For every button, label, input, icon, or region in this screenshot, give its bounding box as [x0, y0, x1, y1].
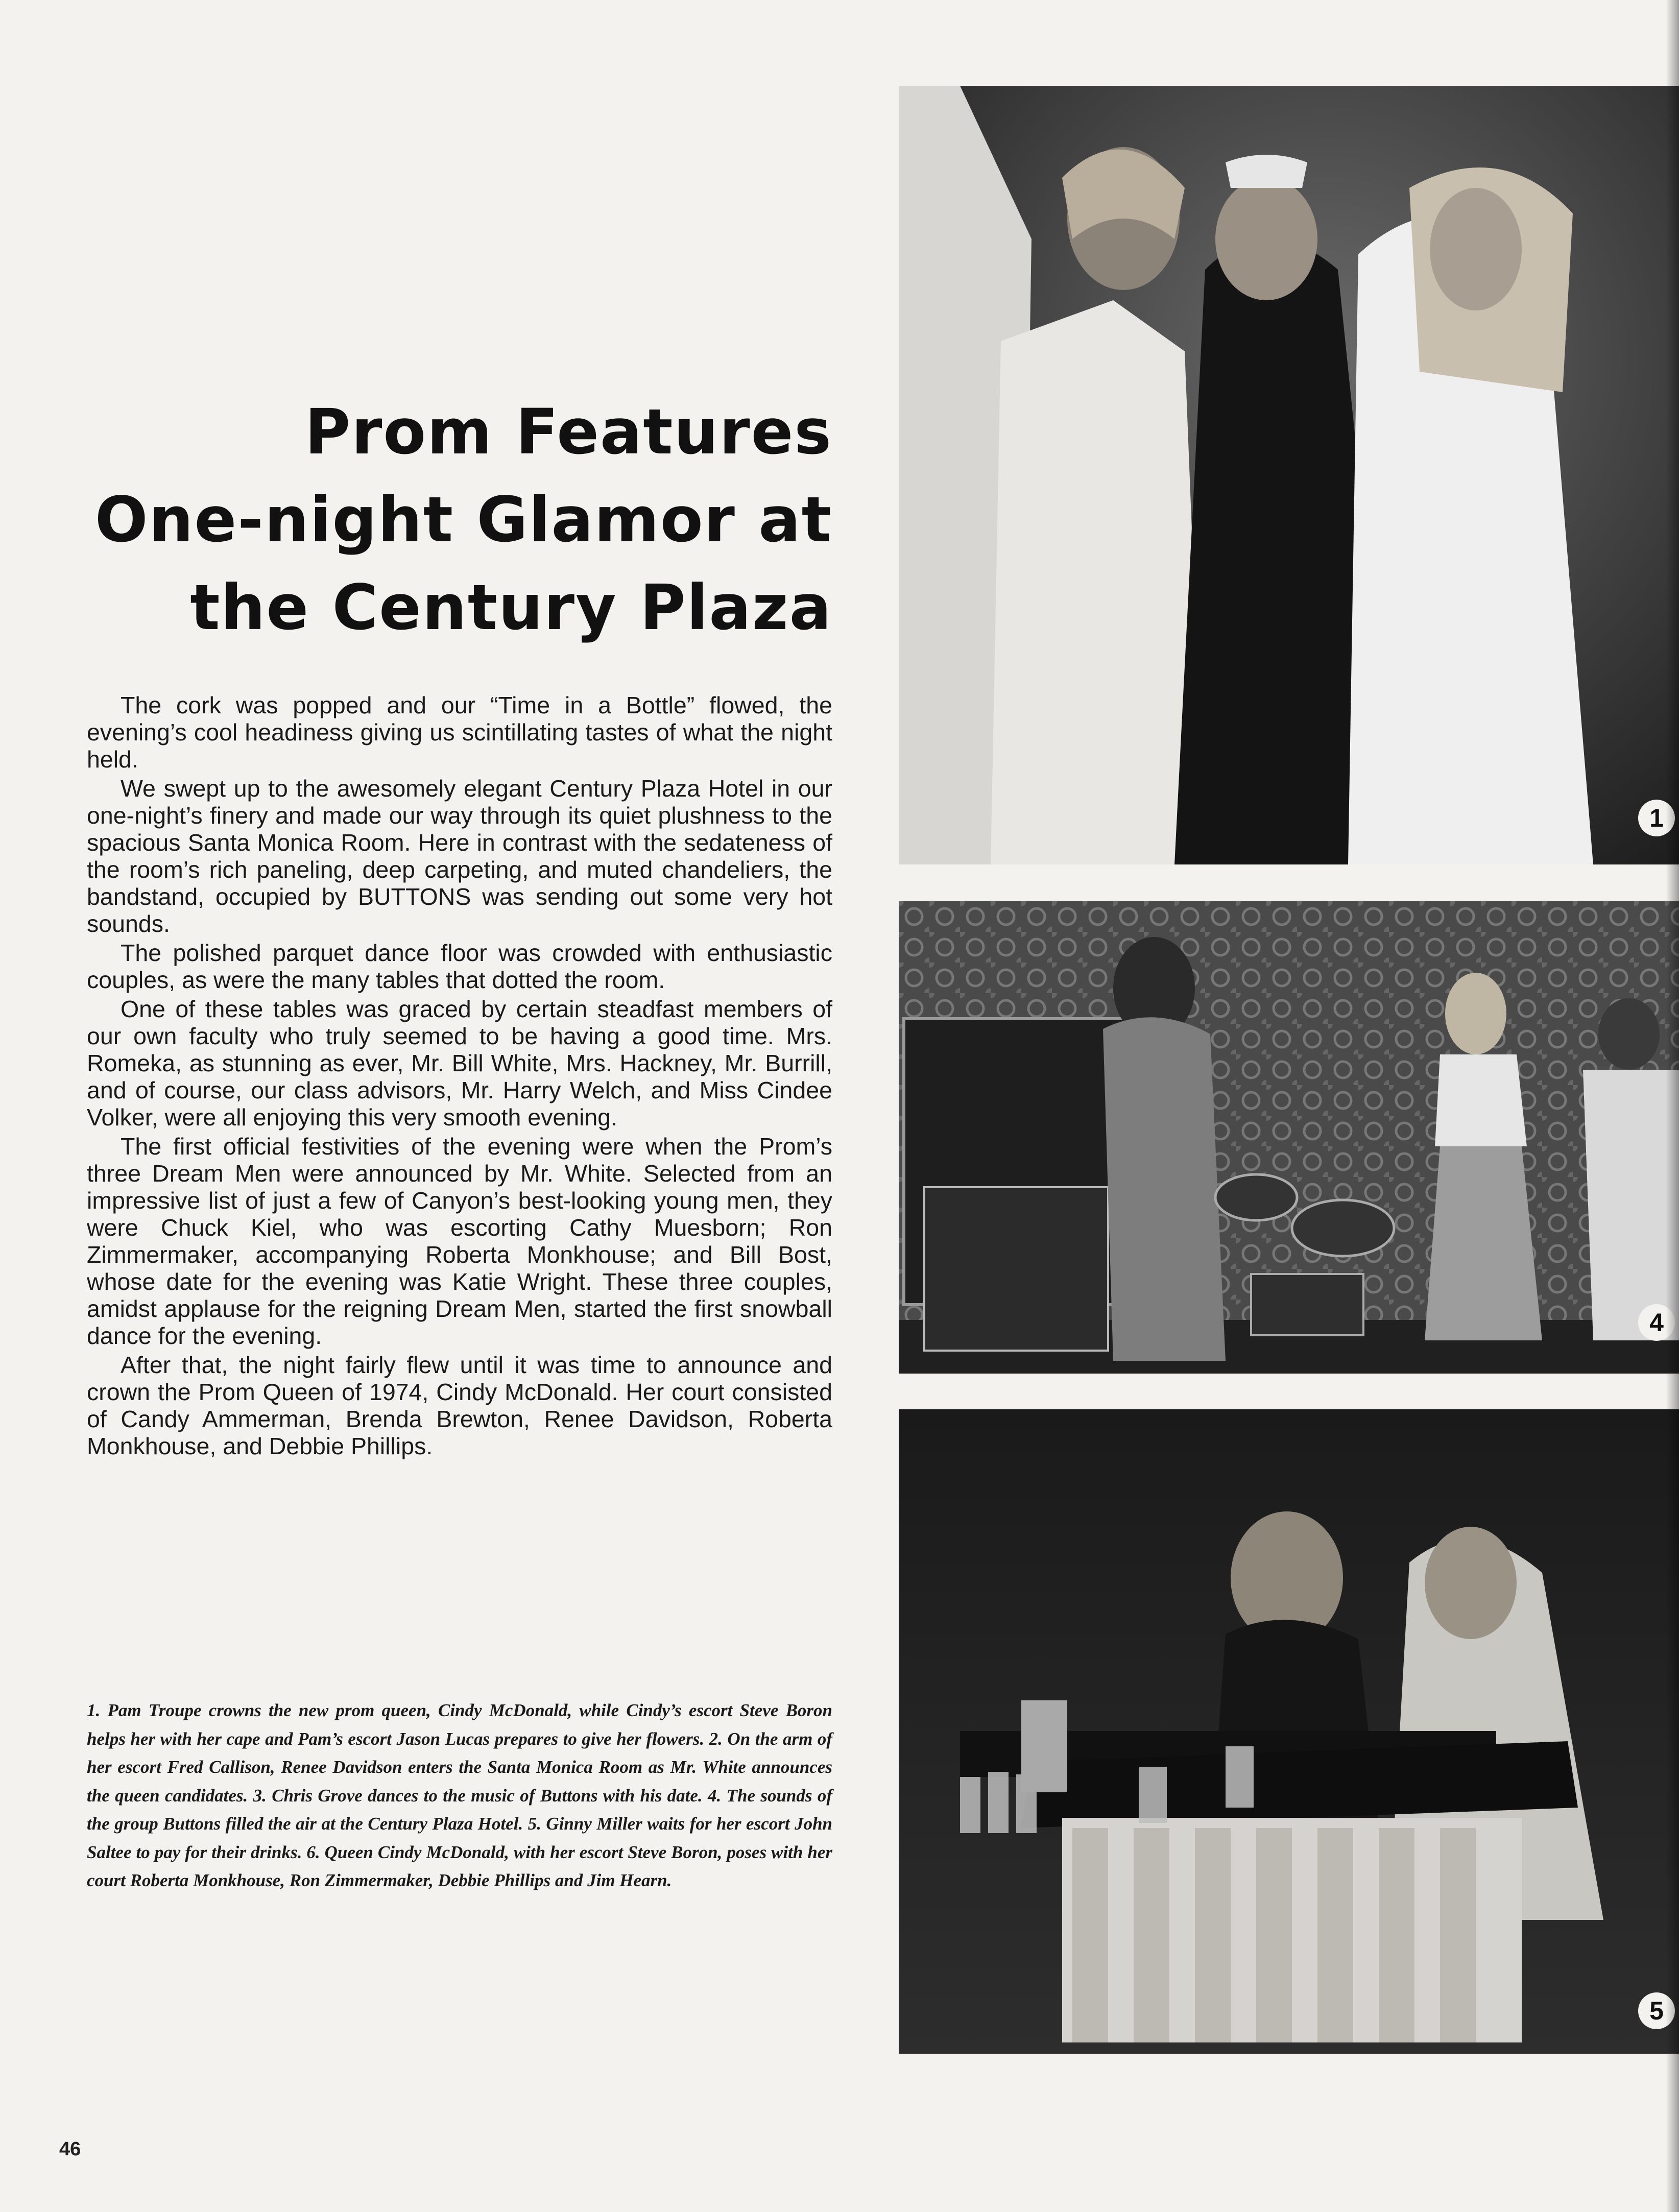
photo-band — [899, 901, 1679, 1374]
article-paragraph: The first official festivities of the evening were when the Prom’s three Dream Men were announced by Mr. White. Selected from an impressive list of just a few of Canyon’s best-looking young men, they were Chuck Kiel, who was escorting Cathy Muesborn; Ron Zimmermaker, accompanying Roberta Monkhouse; and Bill Bost, whose date for the evening was Katie Wright. These three couples, amidst applause for the reigning Dream Men, started the first snowball dance for the evening. — [87, 1133, 832, 1349]
article-paragraph: We swept up to the awesomely elegant Century Plaza Hotel in our one-night’s finery and made our way through its quiet plushness to the spacious Santa Monica Room. Here in contrast with the sedateness of the room’s rich paneling, deep carpeting, and muted chandeliers, the bandstand, occupied by BUTTONS was sending out some very hot sounds. — [87, 775, 832, 937]
photo-number-badge: 4 — [1638, 1304, 1675, 1341]
article-body — [87, 692, 832, 1460]
headline-line-3: the Century Plaza — [190, 571, 832, 644]
crowning-photo-icon — [899, 86, 1679, 864]
photo-caption: 1. Pam Troupe crowns the new prom queen, Cindy McDonald, while Cindy’s escort Steve Boron helps her with her cape and Pam’s escort Jason Lucas prepares to give her flowers. 2. On the arm of her escort Fred Callison, Renee Davidson enters the Santa Monica Room as Mr. White announces the queen candidates. 3. Chris Grove dances to the music of Buttons with his date. 4. The sounds of the group Buttons filled the air at the Century Plaza Hotel. 5. Ginny Miller waits for her escort John Saltee to pay for their drinks. 6. Queen Cindy McDonald, with her escort Steve Boron, poses with her court Roberta Monkhouse, Ron Zimmermaker, Debbie Phillips and Jim Hearn. — [87, 1700, 832, 1890]
band-photo-icon — [899, 901, 1679, 1374]
headline — [71, 388, 832, 652]
drinks-photo-icon — [899, 1409, 1679, 2054]
headline-line-2: One-night Glamor at — [94, 484, 832, 556]
photo-drinks — [899, 1409, 1679, 2054]
article-paragraph: The cork was popped and our “Time in a Bottle” flowed, the evening’s cool headiness giving us scintillating tastes of what the night held. — [87, 692, 832, 773]
photo-number-badge: 5 — [1638, 1992, 1675, 2029]
article-paragraph: After that, the night fairly flew until it was time to announce and crown the Prom Queen of 1974, Cindy McDonald. Her court consisted of Candy Ammerman, Brenda Brewton, Renee Davidson, Roberta Monkhouse, and Debbie Phillips. — [87, 1352, 832, 1459]
page-number: 46 — [59, 2138, 81, 2160]
article-paragraph: One of these tables was graced by certain steadfast members of our own faculty who truly seemed to be having a good time. Mrs. Romeka, as stunning as ever, Mr. Bill White, Mrs. Hackney, Mr. Burrill, and of course, our class advisors, Mr. Harry Welch, and Miss Cindee Volker, were all enjoying this very smooth evening. — [87, 996, 832, 1131]
photo-number-badge: 1 — [1638, 800, 1675, 836]
headline-line-1: Prom Features — [304, 396, 832, 468]
article-paragraph: The polished parquet dance floor was crowded with enthusiastic couples, as were the many tables that dotted the room. — [87, 940, 832, 993]
photo-crowning — [899, 86, 1679, 864]
binding-shadow — [1666, 0, 1679, 2212]
